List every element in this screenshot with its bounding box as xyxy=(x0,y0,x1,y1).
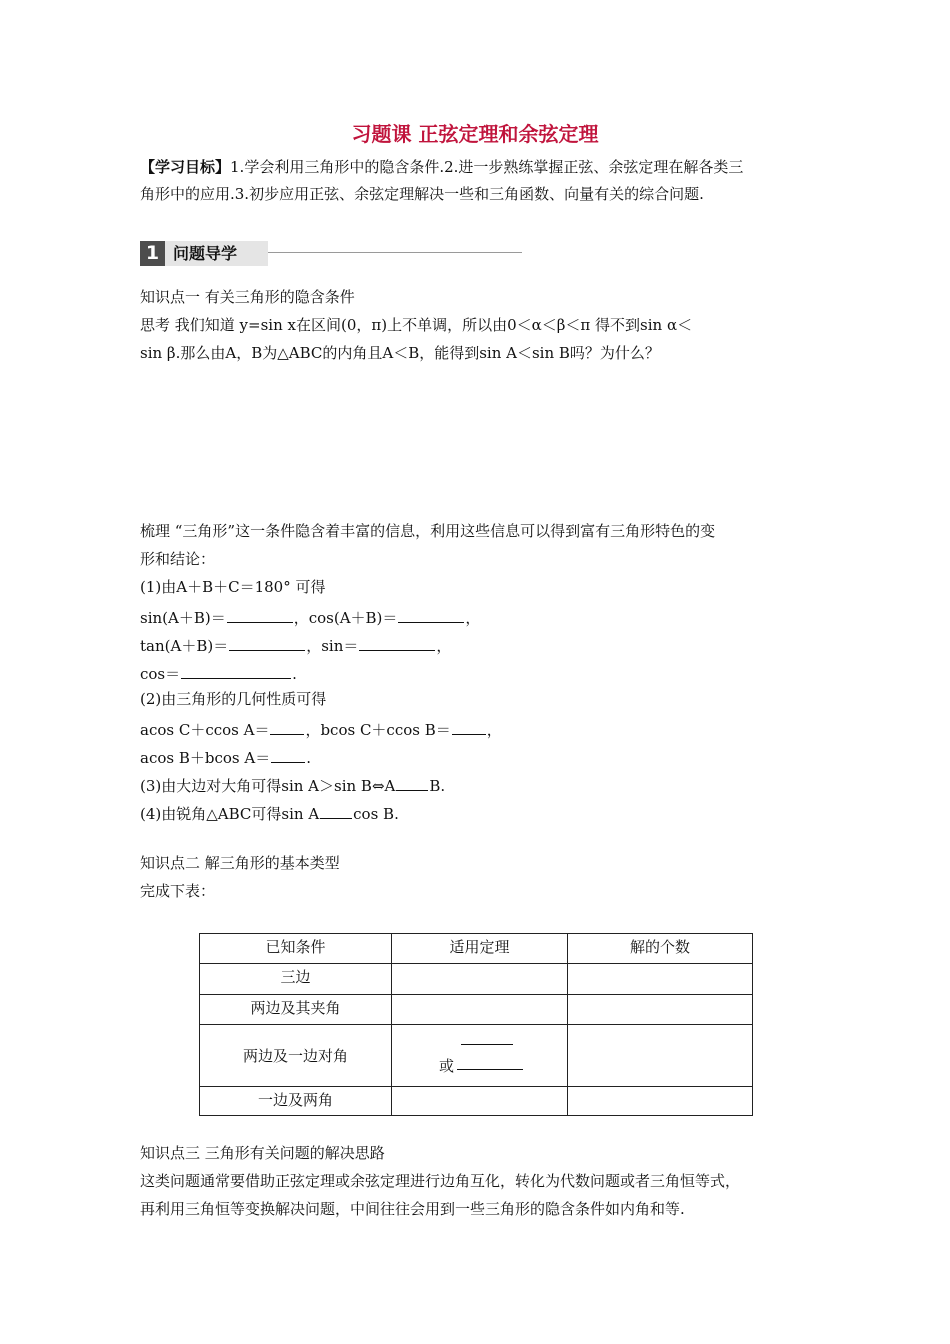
table-cell: 两边及一边对角 xyxy=(200,1025,392,1087)
section-divider xyxy=(268,252,522,253)
item-1: (1)由A＋B＋C＝180° 可得 xyxy=(140,578,326,596)
formula-line-3: cos＝ . xyxy=(140,665,297,683)
table-cell[interactable] xyxy=(392,995,568,1025)
table-row xyxy=(200,995,753,1025)
item-3: (3)由大边对大角可得sin A＞sin B⇔A B. xyxy=(140,777,446,795)
fill-blank[interactable] xyxy=(271,748,305,763)
objectives-tag: 【学习目标】 xyxy=(140,158,231,176)
fill-blank[interactable] xyxy=(270,720,304,735)
table-cell[interactable] xyxy=(568,964,753,995)
kp3-line-2: 再利用三角恒等变换解决问题，中间往往会用到一些三角形的隐含条件如内角和等. xyxy=(140,1200,685,1218)
formula-line-4: acos C＋ccos A＝ ，bcos C＋ccos B＝ ， xyxy=(140,721,502,739)
fill-blank[interactable] xyxy=(461,1030,513,1045)
kp1-heading: 知识点一 有关三角形的隐含条件 xyxy=(140,288,355,306)
objectives-line-2: 角形中的应用.3.初步应用正弦、余弦定理解决一些和三角函数、向量有关的综合问题. xyxy=(140,185,704,203)
table-cell[interactable] xyxy=(568,995,753,1025)
fill-blank[interactable] xyxy=(398,608,464,623)
kp3-line-1: 这类问题通常要借助正弦定理或余弦定理进行边角互化，转化为代数问题或者三角恒等式， xyxy=(140,1172,741,1190)
summary-line-1: 梳理 “三角形”这一条件隐含着丰富的信息，利用这些信息可以得到富有三角形特色的变 xyxy=(140,522,716,540)
page-title: 习题课 正弦定理和余弦定理 xyxy=(351,122,599,146)
item-2: (2)由三角形的几何性质可得 xyxy=(140,690,327,708)
table-cell: 两边及其夹角 xyxy=(200,995,392,1025)
kp3-heading: 知识点三 三角形有关问题的解决思路 xyxy=(140,1144,385,1162)
objectives-line-1: 【学习目标】1.学会利用三角形中的隐含条件.2.进一步熟练掌握正弦、余弦定理在解各类三 xyxy=(140,158,744,176)
summary-line-2: 形和结论： xyxy=(140,550,216,568)
fill-blank[interactable] xyxy=(229,636,305,651)
fill-blank[interactable] xyxy=(457,1055,523,1070)
table-header: 适用定理 xyxy=(392,934,568,964)
fill-blank[interactable] xyxy=(396,776,428,791)
fill-blank[interactable] xyxy=(452,720,486,735)
fill-blank[interactable] xyxy=(227,608,293,623)
kp2-heading: 知识点二 解三角形的基本类型 xyxy=(140,854,340,872)
table-header: 解的个数 xyxy=(568,934,753,964)
formula-line-2: tan(A＋B)＝ ，sin＝ ， xyxy=(140,637,452,655)
section-label: 问题导学 xyxy=(165,241,268,266)
table-row xyxy=(200,1087,753,1116)
item-4: (4)由锐角△ABC可得sin A cos B. xyxy=(140,805,399,823)
table-cell[interactable] xyxy=(568,1087,753,1116)
table-row xyxy=(200,1025,753,1087)
table-cell: 一边及两角 xyxy=(200,1087,392,1116)
fill-blank[interactable] xyxy=(181,664,291,679)
table-cell[interactable] xyxy=(568,1025,753,1087)
table-row xyxy=(200,964,753,995)
fill-blank[interactable] xyxy=(320,804,352,819)
kp2-instruction: 完成下表： xyxy=(140,882,216,900)
table-cell[interactable] xyxy=(392,1025,568,1087)
section-number-badge: 1 xyxy=(140,241,165,266)
think-line-2: sin β.那么由A，B为△ABC的内角且A＜B，能得到sin A＜sin B吗？为什么？ xyxy=(140,344,660,362)
fill-blank[interactable] xyxy=(359,636,435,651)
table-cell: 三边 xyxy=(200,964,392,995)
think-line-1: 思考 我们知道 y=sin x在区间(0，π)上不单调，所以由0＜α＜β＜π 得不到sin α＜ xyxy=(140,316,693,334)
formula-line-5: acos B＋bcos A＝ . xyxy=(140,749,311,767)
table-cell[interactable] xyxy=(392,964,568,995)
formula-line-1: sin(A＋B)＝ ，cos(A＋B)＝ ， xyxy=(140,609,481,627)
triangle-types-table xyxy=(199,933,753,1116)
table-header-row xyxy=(200,934,753,964)
or-label: 或 xyxy=(439,1056,455,1075)
table-cell[interactable] xyxy=(392,1087,568,1116)
table-header: 已知条件 xyxy=(200,934,392,964)
